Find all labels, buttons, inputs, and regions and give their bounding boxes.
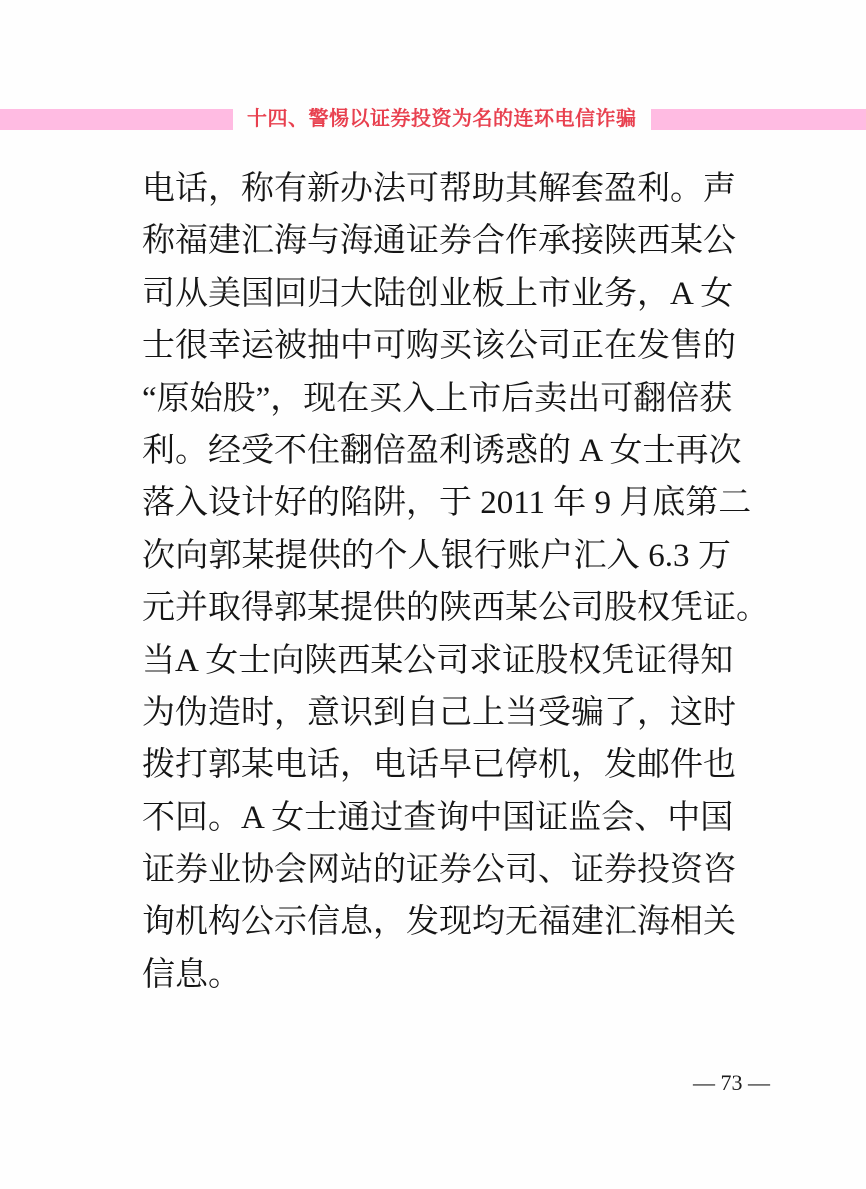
body-text-line: 元并取得郭某提供的陕西某公司股权凭证。 [142, 590, 769, 627]
body-text-line: 次向郭某提供的个人银行账户汇入 6.3 万 [142, 537, 731, 574]
chapter-title: 十四、警惕以证券投资为名的连环电信诈骗 [247, 108, 637, 130]
body-text-line: 落入设计好的陷阱，于 2011 年 9 月底第二 [142, 485, 752, 522]
header-right-bar [651, 109, 866, 130]
body-text-line: “原始股”，现在买入上市后卖出可翻倍获 [142, 380, 733, 417]
body-text-line: 信息。 [142, 956, 241, 993]
body-text-line: 当A 女士向陕西某公司求证股权凭证得知 [142, 642, 734, 679]
running-head [0, 108, 866, 130]
body-text-line: 询机构公示信息，发现均无福建汇海相关 [142, 904, 736, 941]
body-text-line: 证券业协会网站的证券公司、证券投资咨 [142, 852, 736, 889]
body-text-line: 称福建汇海与海通证券合作承接陕西某公 [142, 223, 736, 260]
page-number: — 73 — [693, 1070, 770, 1095]
body-text-line: 士很幸运被抽中可购买该公司正在发售的 [142, 328, 736, 365]
body-text [142, 163, 769, 1001]
body-text-line: 拨打郭某电话，电话早已停机，发邮件也 [142, 747, 736, 784]
body-text-line: 为伪造时，意识到自己上当受骗了，这时 [142, 694, 736, 731]
body-text-line: 电话，称有新办法可帮助其解套盈利。声 [142, 171, 736, 207]
header-left-bar [0, 109, 233, 130]
body-text-line: 利。经受不住翻倍盈利诱惑的 A 女士再次 [142, 432, 742, 469]
body-text-line: 司从美国回归大陆创业板上市业务，A 女 [142, 275, 734, 312]
body-text-line: 不回。A 女士通过查询中国证监会、中国 [142, 799, 734, 836]
